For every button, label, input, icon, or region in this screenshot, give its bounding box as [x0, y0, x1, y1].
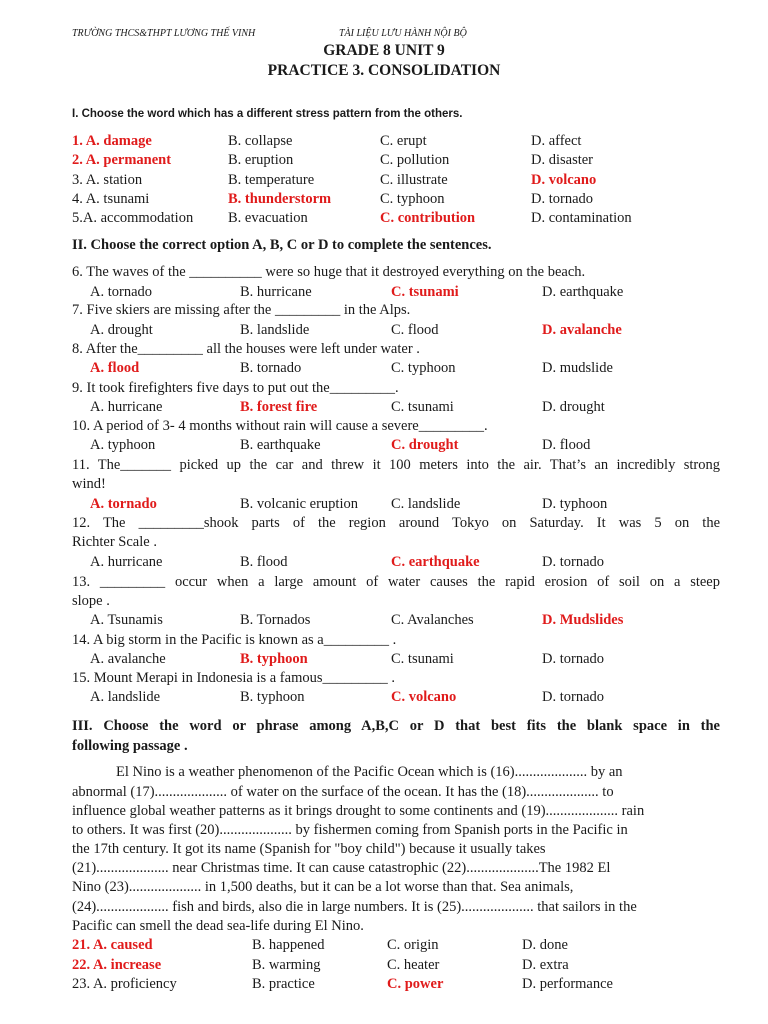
section-3-heading-line-1: III. Choose the word or phrase among A,B,C or D that best fits the blank space in the — [72, 718, 720, 734]
sec1-row-2-option-a: 2. A. permanent — [72, 152, 172, 169]
q7-options — [0, 322, 768, 342]
q12-options — [0, 554, 768, 574]
q11-options — [0, 496, 768, 516]
q14-option-a: A. avalanche — [90, 651, 166, 667]
document-type: TÀI LIỆU LƯU HÀNH NỘI BỘ — [339, 28, 467, 39]
q10-option-a: A. typhoon — [90, 437, 156, 453]
q9-options — [0, 399, 768, 419]
q14-options — [0, 651, 768, 671]
q13-option-c: C. Avalanches — [391, 612, 474, 628]
question-11-line-1: 11. The_______ picked up the car and threw it 100 meters into the air. That’s an incredibly strong — [72, 457, 720, 473]
q12-option-b: B. flood — [240, 554, 288, 570]
sec3-row-2-option-d: D. extra — [522, 956, 569, 973]
question-9: 9. It took firefighters five days to put out the_________. — [72, 380, 399, 396]
sec1-row-5 — [0, 210, 768, 230]
sec1-row-1-option-a: 1. A. damage — [72, 133, 152, 149]
q10-options — [0, 437, 768, 457]
q11-option-b: B. volcanic eruption — [240, 496, 358, 512]
grade-unit-title: GRADE 8 UNIT 9 — [323, 42, 445, 59]
question-8: 8. After the_________ all the houses were left under water . — [72, 341, 420, 357]
sec1-row-1-option-d: D. affect — [531, 133, 582, 149]
question-12-line-2: Richter Scale . — [72, 534, 157, 550]
sec3-row-1 — [0, 937, 768, 957]
q9-option-b: B. forest fire — [240, 399, 318, 415]
sec1-row-1 — [0, 133, 768, 153]
sec3-row-1-option-c: C. origin — [387, 937, 439, 953]
passage-line-6: (21).................... near Christmas time. It can cause catastrophic (22)....................The 1982 El — [72, 860, 611, 876]
section-3-heading-line-2: following passage . — [72, 738, 188, 754]
sec3-row-2 — [0, 957, 768, 977]
sec3-row-1-option-b: B. happened — [252, 937, 325, 953]
sec1-row-5-option-b: B. evacuation — [228, 210, 308, 227]
q6-option-a: A. tornado — [90, 284, 153, 300]
passage-line-7: Nino (23).................... in 1,500 deaths, but it can be a lot worse than that. Sea animals, — [72, 879, 574, 895]
question-7: 7. Five skiers are missing after the _________ in the Alps. — [72, 302, 411, 318]
sec3-row-2-option-c: C. heater — [387, 956, 440, 973]
q11-option-a: A. tornado — [90, 496, 157, 512]
q11-option-d: D. typhoon — [542, 496, 608, 512]
sec1-row-5-option-d: D. contamination — [531, 210, 632, 227]
q10-option-c: C. drought — [391, 437, 459, 453]
q15-option-a: A. landslide — [90, 689, 161, 705]
q12-option-d: D. tornado — [542, 554, 605, 570]
section-2-heading: II. Choose the correct option A, B, C or D to complete the sentences. — [72, 237, 492, 253]
sec1-row-3 — [0, 172, 768, 192]
passage-line-5: the 17th century. It got its name (Spanish for "boy child") because it usually takes — [72, 841, 546, 857]
q9-option-a: A. hurricane — [90, 399, 163, 415]
sec1-row-2-option-d: D. disaster — [531, 152, 594, 169]
q15-options — [0, 689, 768, 709]
q12-option-c: C. earthquake — [391, 554, 480, 570]
q11-option-c: C. landslide — [391, 496, 461, 512]
q8-option-d: D. mudslide — [542, 360, 613, 376]
question-10: 10. A period of 3- 4 months without rain will cause a severe_________. — [72, 418, 488, 434]
sec3-row-2-option-a: 22. A. increase — [72, 956, 162, 973]
practice-title: PRACTICE 3. CONSOLIDATION — [267, 62, 501, 79]
sec1-row-2-option-c: C. pollution — [380, 152, 450, 169]
section-3-heading — [72, 716, 720, 756]
sec3-row-2-option-b: B. warming — [252, 956, 321, 973]
q7-option-a: A. drought — [90, 322, 153, 338]
school-name: TRƯỜNG THCS&THPT LƯƠNG THẾ VINH — [72, 28, 256, 39]
sec1-row-2 — [0, 152, 768, 172]
q7-option-c: C. flood — [391, 322, 439, 338]
passage-line-2: abnormal (17).................... of water on the surface of the ocean. It has the (18).................... to — [72, 784, 614, 800]
passage-line-3: influence global weather patterns as it brings drought to some continents and (19).................... rain — [72, 803, 645, 819]
question-13-line-2: slope . — [72, 593, 110, 609]
sec3-row-3-option-d: D. performance — [522, 976, 613, 992]
q13-options — [0, 612, 768, 632]
q9-option-c: C. tsunami — [391, 399, 454, 415]
q15-option-d: D. tornado — [542, 689, 605, 705]
q14-option-b: B. typhoon — [240, 651, 308, 667]
sec3-row-3 — [0, 976, 768, 996]
sec1-row-3-option-a: 3. A. station — [72, 171, 143, 188]
sec1-row-1-option-c: C. erupt — [380, 133, 427, 149]
passage-line-4: to others. It was first (20).................... by fishermen coming from Spanish ports in the Pacific in — [72, 822, 628, 838]
q7-option-d: D. avalanche — [542, 322, 622, 338]
sec1-row-3-option-c: C. illustrate — [380, 171, 448, 188]
sec1-row-1-option-b: B. collapse — [228, 133, 293, 149]
q9-option-d: D. drought — [542, 399, 605, 415]
passage-line-1: El Nino is a weather phenomenon of the Pacific Ocean which is (16).................... by an — [116, 764, 623, 780]
q14-option-d: D. tornado — [542, 651, 605, 667]
sec1-row-5-option-a: 5.A. accommodation — [72, 210, 194, 227]
q15-option-c: C. volcano — [391, 689, 457, 705]
q10-option-d: D. flood — [542, 437, 591, 453]
q6-option-d: D. earthquake — [542, 284, 624, 300]
q8-options — [0, 360, 768, 380]
q6-option-c: C. tsunami — [391, 284, 459, 300]
passage-line-8: (24).................... fish and birds, also die in large numbers. It is (25).................... that sailors in the — [72, 899, 637, 915]
sec1-row-4-option-a: 4. A. tsunami — [72, 190, 150, 207]
question-12-line-1: 12. The _________shook parts of the region around Tokyo on Saturday. It was 5 on the — [72, 515, 720, 531]
q15-option-b: B. typhoon — [240, 689, 305, 705]
passage-line-9: Pacific can smell the dead sea-life during El Nino. — [72, 918, 364, 934]
question-11-line-2: wind! — [72, 476, 106, 492]
sec3-row-1-option-d: D. done — [522, 937, 568, 953]
q6-option-b: B. hurricane — [240, 284, 312, 300]
sec1-row-4-option-d: D. tornado — [531, 190, 594, 207]
sec3-row-3-option-c: C. power — [387, 976, 444, 992]
question-6: 6. The waves of the __________ were so huge that it destroyed everything on the beach. — [72, 264, 586, 280]
sec1-row-5-option-c: C. contribution — [380, 210, 476, 227]
sec1-row-4-option-c: C. typhoon — [380, 190, 445, 207]
q8-option-b: B. tornado — [240, 360, 302, 376]
sec1-row-3-option-d: D. volcano — [531, 171, 597, 188]
question-14: 14. A big storm in the Pacific is known as a_________ . — [72, 632, 397, 648]
q13-option-d: D. Mudslides — [542, 612, 624, 628]
q13-option-b: B. Tornados — [240, 612, 311, 628]
sec3-row-1-option-a: 21. A. caused — [72, 937, 153, 953]
question-15: 15. Mount Merapi in Indonesia is a famous_________ . — [72, 670, 395, 686]
q6-options — [0, 284, 768, 304]
section-1-heading: I. Choose the word which has a different stress pattern from the others. — [72, 108, 463, 120]
q14-option-c: C. tsunami — [391, 651, 454, 667]
sec1-row-4-option-b: B. thunderstorm — [228, 190, 332, 207]
sec1-row-3-option-b: B. temperature — [228, 171, 315, 188]
q10-option-b: B. earthquake — [240, 437, 321, 453]
q7-option-b: B. landslide — [240, 322, 310, 338]
sec3-row-3-option-b: B. practice — [252, 976, 315, 992]
question-13-line-1: 13. _________ occur when a large amount of water causes the rapid erosion of soil on a steep — [72, 574, 720, 590]
sec3-row-3-option-a: 23. A. proficiency — [72, 976, 177, 992]
q8-option-a: A. flood — [90, 360, 140, 376]
q8-option-c: C. typhoon — [391, 360, 456, 376]
sec1-row-4 — [0, 191, 768, 211]
q12-option-a: A. hurricane — [90, 554, 163, 570]
q13-option-a: A. Tsunamis — [90, 612, 163, 628]
sec1-row-2-option-b: B. eruption — [228, 152, 294, 169]
